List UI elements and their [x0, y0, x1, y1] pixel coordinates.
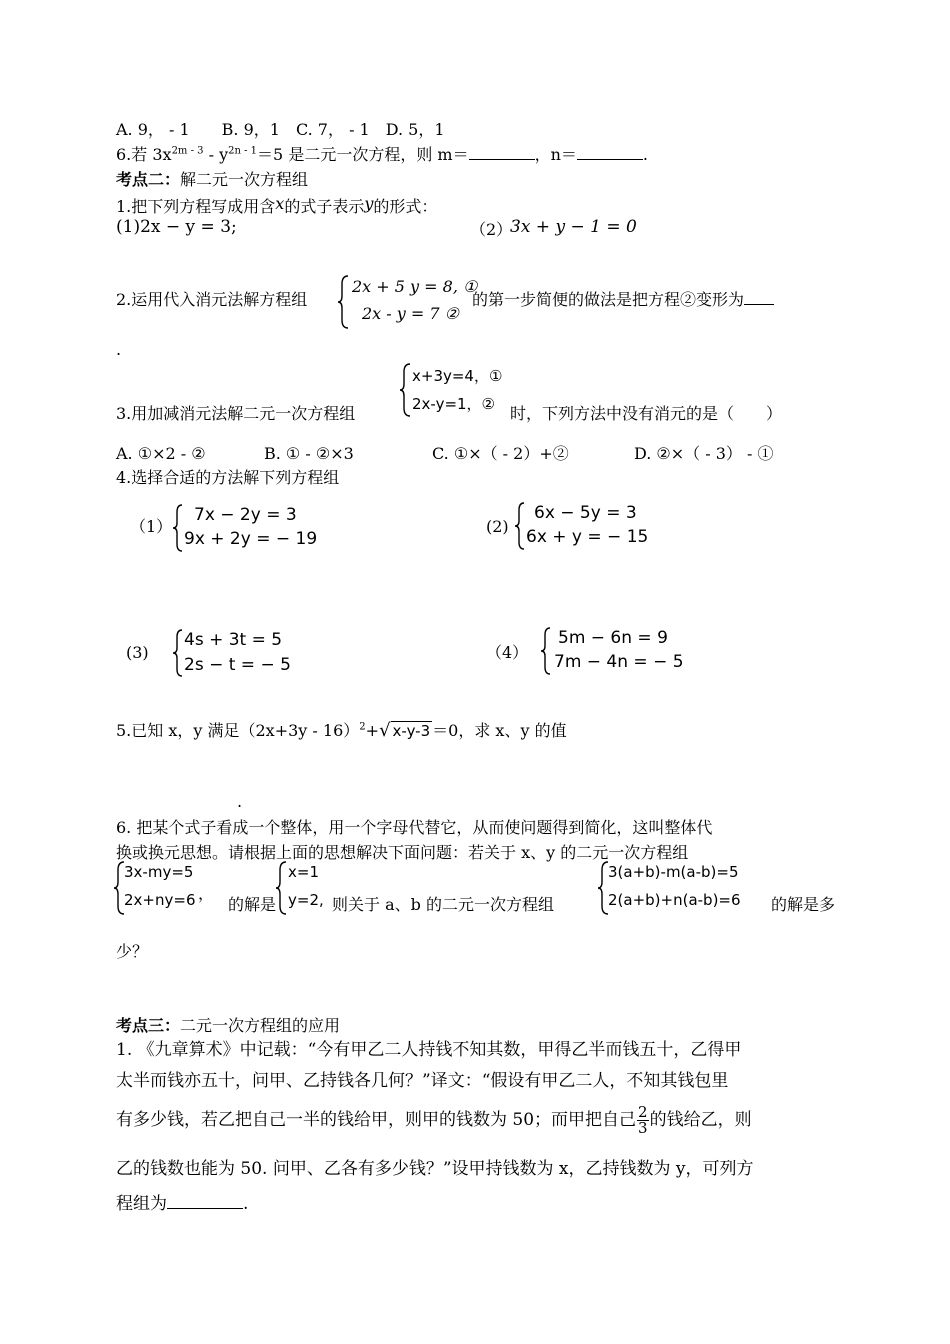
s2-q3-option-b: B. ① - ②×3	[264, 444, 354, 463]
s2-q6-sys1-row2: 2x+ny=6	[124, 891, 196, 909]
s2-q4-sys1-row1: 7x − 2y = 3	[194, 505, 297, 525]
q6-end: .	[642, 145, 648, 164]
brace-icon	[514, 501, 526, 551]
s2-q6-sys1	[114, 860, 204, 916]
s2-q5-plus: +	[365, 721, 380, 740]
s2-q4-sys1	[172, 503, 332, 553]
s2-q3-option-c: C. ①×（ - 2）+②	[432, 444, 569, 463]
s2-q6-sys2-row1: x=1	[288, 863, 319, 881]
brace-icon	[172, 503, 184, 553]
s2-q4-sys4-label: （4）	[486, 643, 529, 662]
s2-q1-var-x: x	[275, 194, 285, 213]
s3-q1-blank[interactable]	[167, 1194, 243, 1209]
s2-q3-row1: x+3y=4，①	[412, 367, 503, 385]
section2-title: 解二元一次方程组	[180, 170, 309, 189]
q6-exp1: 2m - 3	[171, 145, 204, 157]
s2-q3-option-d: D. ②×（ - 3） - ①	[634, 444, 774, 463]
s2-q6-sys2-row2: y=2,	[288, 891, 324, 909]
s2-q4-sys2-row1: 6x − 5y = 3	[534, 503, 637, 523]
sqrt-icon: √	[379, 720, 391, 741]
q6-mid: - y	[203, 145, 229, 164]
s2-q6-sys3-row2: 2(a+b)+n(a-b)=6	[608, 891, 741, 909]
s2-q2-row2: 2x - y = 7 ②	[362, 304, 460, 323]
s2-q2-row1: 2x + 5 y = 8, ①	[352, 277, 478, 296]
brace-icon	[172, 628, 184, 678]
s2-q3-suffix: 时，下列方法中没有消元的是（ ）	[510, 404, 783, 423]
s2-q5-suffix: ＝0，求 x、y 的值	[432, 721, 567, 740]
s2-q6-line1: 6. 把某个式子看成一个整体，用一个字母代替它，从而使问题得到简化，这叫整体代	[116, 818, 713, 837]
s3-q1-line4: 乙的钱数也能为 50. 问甲、乙各有多少钱？”设甲持钱数为 x，乙持钱数为 y，可列方	[116, 1159, 754, 1179]
s2-q1-text	[116, 194, 437, 216]
s2-q1-eq1: (1)2x − y = 3;	[116, 217, 237, 237]
s2-q4-sys2-row2: 6x + y = − 15	[526, 527, 649, 547]
s2-q6-text-c: 的解是多	[771, 895, 836, 914]
s2-q1-var-y: y	[364, 194, 374, 213]
s2-q1-text-b: 的式子表示	[284, 197, 365, 216]
s2-q1-eq2: 3x + y − 1 = 0	[510, 217, 637, 237]
s3-q1-frac-num: 2	[638, 1103, 648, 1121]
s2-q6-sys3	[598, 860, 778, 916]
s2-q3-system	[400, 362, 510, 418]
s2-q2-system	[338, 274, 478, 330]
s2-q5-sqrt: x-y-3	[392, 722, 431, 740]
s3-q1-line5a: 程组为	[116, 1194, 167, 1214]
s2-q5-prefix: 5.已知 x，y 满足（2x+3y - 16）	[116, 721, 360, 740]
q6-exp2: 2n - 1	[228, 145, 258, 157]
s2-q4-sys1-row2: 9x + 2y = − 19	[184, 529, 318, 549]
s3-q1-line1: 1. 《九章算术》中记载：“今有甲乙二人持钱不知其数，甲得乙半而钱五十，乙得甲	[116, 1040, 742, 1060]
s2-q6-line-end: 少？	[116, 942, 149, 961]
s2-q2-suffix-text: 的第一步简便的做法是把方程②变形为	[472, 290, 745, 309]
s2-q2-suffix	[472, 290, 774, 309]
section3-heading	[116, 1016, 340, 1035]
s3-q1-line3a: 有多少钱，若乙把自己一半的钱给甲，则甲的钱数为 50；而甲把自己	[116, 1110, 637, 1130]
s2-q6-text-b: 则关于 a、b 的二元一次方程组	[332, 895, 554, 914]
s3-q1-line5	[116, 1194, 248, 1214]
brace-icon	[540, 626, 552, 676]
s2-q6-sys3-row1: 3(a+b)-m(a-b)=5	[608, 863, 739, 881]
s2-q6-text-a: 的解是	[228, 895, 277, 914]
s2-q4-sys4	[540, 626, 700, 676]
brace-icon	[338, 274, 350, 330]
s2-q4-title: 4.选择合适的方法解下列方程组	[116, 468, 340, 487]
s2-q6-line2: 换或换元思想。请根据上面的思想解决下面问题：若关于 x、y 的二元一次方程组	[116, 843, 689, 862]
section3-label: 考点三：	[116, 1016, 181, 1035]
q6-n-label: ，n＝	[534, 145, 577, 164]
brace-icon	[400, 362, 412, 418]
brace-icon	[276, 860, 288, 916]
s2-q4-sys3-label: (3)	[126, 643, 149, 662]
s2-q5-dot: .	[237, 792, 243, 811]
s2-q3-row2: 2x-y=1，②	[412, 395, 496, 413]
s2-q4-sys2	[514, 501, 674, 551]
q6-suffix: ＝5 是二元一次方程，则 m＝	[257, 145, 469, 164]
q5-options: A. 9， - 1 B. 9，1 C. 7， - 1 D. 5，1	[116, 120, 445, 139]
s2-q6-sys1-row1: 3x-my=5	[124, 863, 194, 881]
s2-q4-sys3-row1: 4s + 3t = 5	[184, 630, 283, 650]
s3-q1-frac-den: 3	[638, 1119, 648, 1137]
section2-heading	[116, 170, 308, 189]
s2-q1-text-c: 的形式：	[373, 197, 438, 216]
s3-q1-fraction	[637, 1105, 649, 1136]
s2-q2-prefix: 2.运用代入消元法解方程组	[116, 290, 308, 309]
s3-q1-line3b: 的钱给乙，则	[649, 1110, 752, 1130]
q6-question	[116, 145, 648, 164]
s2-q1-eq2-label: （2）	[470, 220, 513, 239]
q6-m-blank[interactable]	[469, 145, 535, 160]
s2-q3-prefix: 3.用加减消元法解二元一次方程组	[116, 404, 356, 423]
s2-q3-option-a: A. ①×2 - ②	[116, 444, 206, 463]
s2-q4-sys4-row1: 5m − 6n = 9	[558, 628, 668, 648]
section2-label: 考点二：	[116, 170, 181, 189]
s2-q2-blank[interactable]	[744, 290, 774, 305]
s2-q5-question	[116, 720, 567, 742]
s2-q2-dot: .	[116, 340, 122, 359]
s2-q4-sys2-label: (2)	[486, 517, 509, 536]
q6-prefix: 6.若 3x	[116, 145, 172, 164]
s2-q1-text-a: 1.把下列方程写成用含	[116, 197, 276, 216]
s2-q6-comma: ，	[198, 884, 215, 903]
s2-q4-sys1-label: （1）	[130, 517, 173, 536]
s2-q4-sys4-row2: 7m − 4n = − 5	[554, 652, 684, 672]
s3-q1-line3	[116, 1105, 752, 1136]
s3-q1-line5b: .	[243, 1194, 249, 1214]
section3-title: 二元一次方程组的应用	[180, 1016, 341, 1035]
s3-q1-line2: 太半而钱亦五十，问甲、乙持钱各几何？”译文：“假设有甲乙二人，不知其钱包里	[116, 1071, 729, 1091]
s2-q4-sys3-row2: 2s − t = − 5	[184, 655, 291, 675]
s2-q4-sys3	[172, 628, 332, 678]
q6-n-blank[interactable]	[577, 145, 643, 160]
s2-q5-sup: 2	[359, 721, 366, 733]
